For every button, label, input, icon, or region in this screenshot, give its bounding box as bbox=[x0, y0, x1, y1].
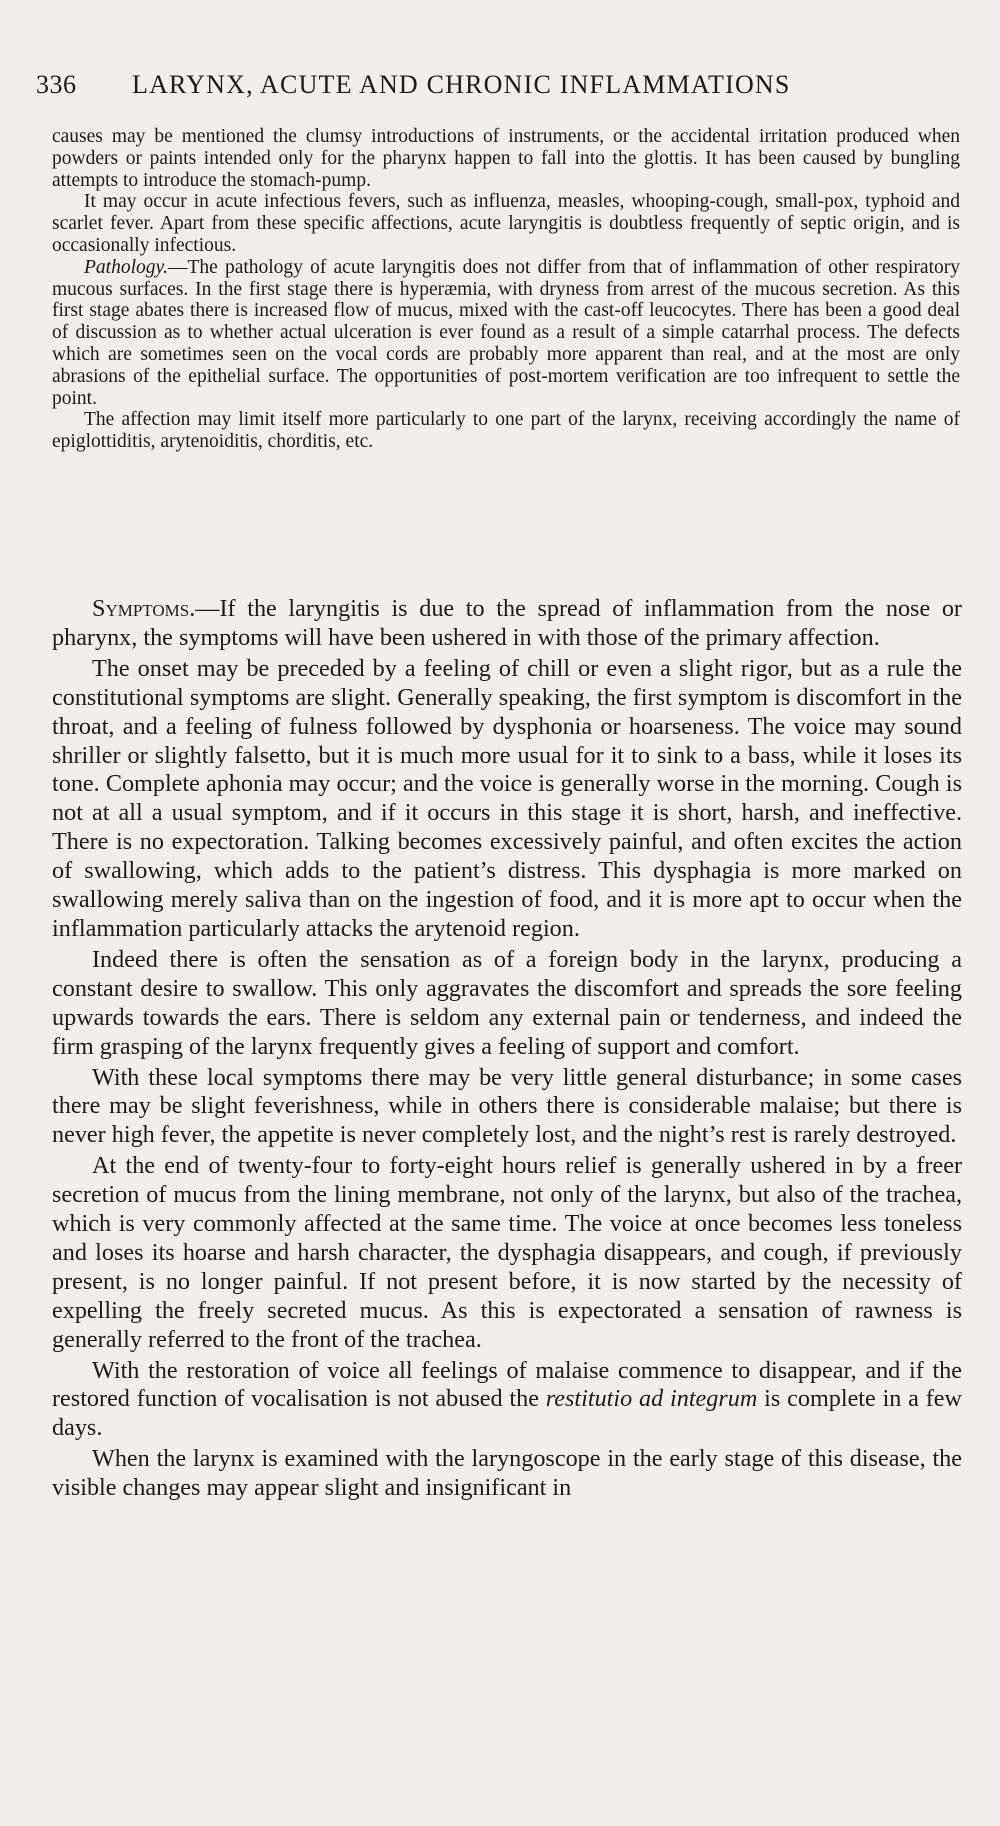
chapter-heading: LARYNX, ACUTE AND CHRONIC INFLAMMATIONS bbox=[132, 70, 791, 99]
causes-paragraph bbox=[52, 126, 960, 191]
symptoms-heading: Symptoms. bbox=[92, 595, 196, 622]
onset-paragraph bbox=[52, 655, 962, 944]
fevers-text: It may occur in acute infectious fevers, such as influenza, measles, whooping-cough, small-pox, typhoid and scarlet fever. Apart from these specific affections, acute laryngitis is doubtless frequently of septic origin, and is occasionally infectious. bbox=[52, 191, 960, 256]
causes-text: causes may be mentioned the clumsy introductions of instruments, or the accidental irritation produced when powders or paints intended only for the pharynx happen to fall into the glottis. It has been caused by bungling attempts to introduce the stomach-pump. bbox=[52, 126, 960, 191]
relief-text: At the end of twenty-four to forty-eight hours relief is generally ushered in by a freer secretion of mucus from the lining membrane, not only of the larynx, but also of the trachea, which is very commonly affected at the same time. The voice at once becomes less toneless and loses its hoarse and harsh character, the dysphagia disappears, and cough, if previously present, is no longer painful. If not present before, it is now started by the necessity of expelling the freely secreted mucus. As this is expectorated a sensation of rawness is generally referred to the front of the trachea. bbox=[52, 1152, 962, 1353]
pathology-heading: Pathology. bbox=[84, 256, 168, 278]
local-symptoms-paragraph bbox=[52, 1064, 962, 1151]
relief-paragraph bbox=[52, 1152, 962, 1354]
onset-text: The onset may be preceded by a feeling of chill or even a slight rigor, but as a rule the constitutional symptoms are slight. Generally speaking, the first symptom is discomfort in the throat, and a feeling of fulness followed by dysphonia or hoarseness. The voice may sound shriller or slightly falsetto, but it is much more usual for it to sink to a bass, while it loses its tone. Complete aphonia may occur; and the voice is generally worse in the morning. Cough is not at all a usual symptom, and if it occurs in this stage it is short, harsh, and ineffective. There is no expectoration. Talking becomes excessively painful, and often excites the action of swallowing, which adds to the patient’s distress. This dysphagia is more marked on swallowing merely saliva than on the ingestion of food, and it is more apt to occur when the inflammation particularly attacks the arytenoid region. bbox=[52, 654, 962, 942]
pathology-text: —The pathology of acute laryngitis does not differ from that of inflammation of other respiratory mucous surfaces. In the first stage there is hyperæmia, with dryness from arrest of the mucous secretion. As this first stage abates there is increased flow of mucus, mixed with the cast-off leucocytes. There has been a good deal of discussion as to whether actual ulceration is ever found as a result of a simple catarrhal process. The defects which are sometimes seen on the vocal cords are probably more apparent than real, and at the most are only abrasions of the epithelial surface. The opportunities of post-mortem verification are too infrequent to settle the point. bbox=[52, 256, 960, 409]
foreign-body-text: Indeed there is often the sensation as of a foreign body in the larynx, producing a constant desire to swallow. This only aggravates the discomfort and spreads the sore feeling upwards towards the ears. There is seldom any external pain or tenderness, and indeed the firm grasping of the larynx frequently gives a feeling of support and comfort. bbox=[52, 945, 962, 1060]
local-symptoms-text: With these local symptoms there may be very little general disturbance; in some cases there may be slight feverishness, while in others there is considerable malaise; but there is never high fever, the appetite is never completely lost, and the night’s rest is rarely destroyed. bbox=[52, 1063, 962, 1149]
symptoms-text: —If the laryngitis is due to the spread of inflammation from the nose or pharynx, the symptoms will have been ushered in with those of the primary affection. bbox=[52, 595, 962, 651]
foreign-body-paragraph bbox=[52, 946, 962, 1062]
affection-paragraph bbox=[52, 409, 960, 453]
laryngoscope-paragraph bbox=[52, 1445, 962, 1503]
symptoms-paragraph bbox=[52, 595, 962, 653]
small-print-section bbox=[52, 126, 960, 453]
fevers-paragraph bbox=[52, 191, 960, 256]
restoration-text-after: is complete in a few days. bbox=[52, 1385, 962, 1442]
pathology-paragraph bbox=[52, 257, 960, 410]
latin-phrase: restitutio ad integrum bbox=[545, 1385, 758, 1413]
restoration-text-before: With the restoration of voice all feelings of malaise commence to disappear, and if the restored function of vocalisation is not abused the bbox=[52, 1356, 962, 1413]
page-number: 336 bbox=[36, 70, 77, 99]
symptoms-section bbox=[52, 595, 962, 1503]
affection-text: The affection may limit itself more particularly to one part of the larynx, receiving accordingly the name of epiglottiditis, arytenoiditis, chorditis, etc. bbox=[52, 409, 960, 453]
running-header bbox=[36, 70, 956, 104]
restoration-paragraph bbox=[52, 1357, 962, 1444]
laryngoscope-text: When the larynx is examined with the laryngoscope in the early stage of this disease, the visible changes may appear slight and insignificant in bbox=[52, 1445, 962, 1502]
